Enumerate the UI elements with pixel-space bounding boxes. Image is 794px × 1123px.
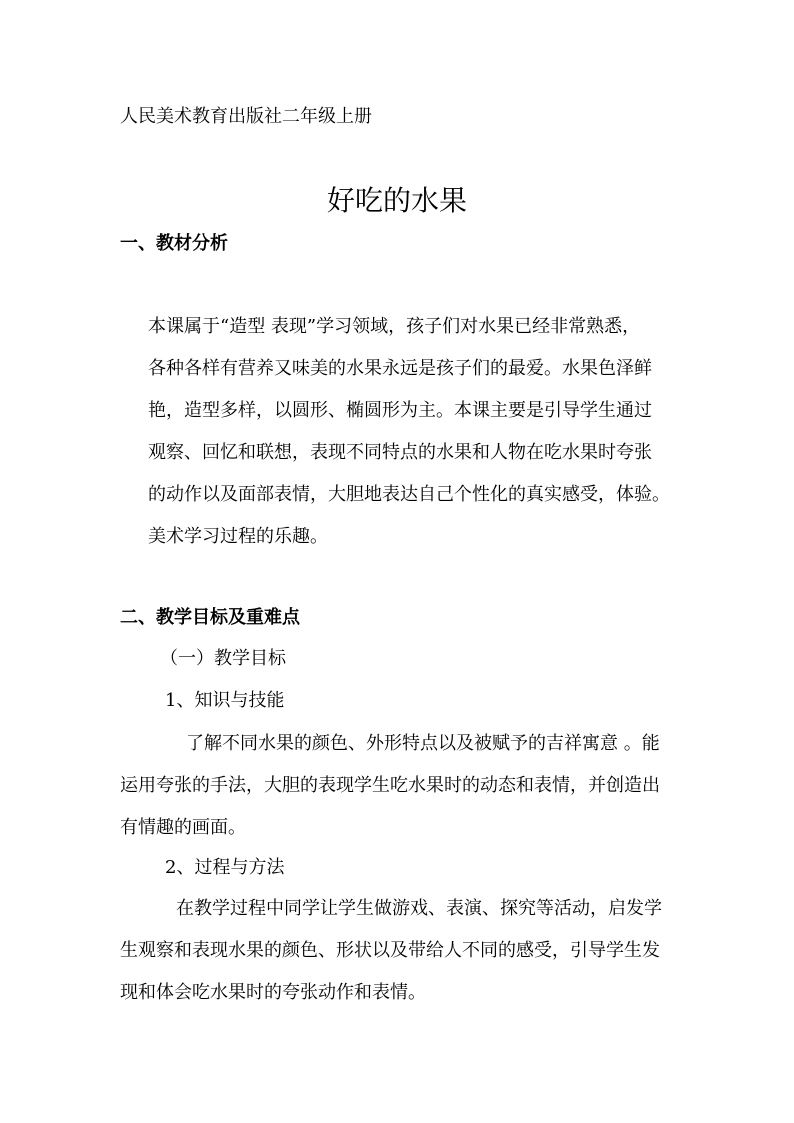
publisher-line: 人民美术教育出版社二年级上册 <box>120 106 372 127</box>
paragraph-line: 有情趣的画面。 <box>120 817 246 838</box>
section-heading-teaching-goals: 二、教学目标及重难点 <box>120 607 300 628</box>
paragraph-line: 本课属于“造型 表现”学习领域，孩子们对水果已经非常熟悉， <box>148 316 641 337</box>
paragraph-line: 的动作以及面部表情，大胆地表达自己个性化的真实感受，体验。 <box>148 484 670 505</box>
paragraph-line: 运用夸张的手法，大胆的表现学生吃水果时的动态和表情，并创造出 <box>120 775 660 796</box>
paragraph-line: 了解不同水果的颜色、外形特点以及被赋予的吉祥寓意 。能 <box>186 733 660 754</box>
section-heading-textbook-analysis: 一、教材分析 <box>120 233 228 254</box>
item-heading-knowledge-skills: 1、知识与技能 <box>165 690 285 711</box>
paragraph-line: 各种各样有营养又味美的水果永远是孩子们的最爱。水果色泽鲜 <box>148 358 652 379</box>
paragraph-line: 艳，造型多样，以圆形、椭圆形为主。本课主要是引导学生通过 <box>148 400 652 421</box>
paragraph-line: 现和体会吃水果时的夸张动作和表情。 <box>120 982 426 1003</box>
item-heading-process-methods: 2、过程与方法 <box>165 857 285 878</box>
document-title: 好吃的水果 <box>326 184 467 217</box>
paragraph-line: 在教学过程中同学让学生做游戏、表演、探究等活动，启发学 <box>176 898 662 919</box>
paragraph-line: 观察、回忆和联想，表现不同特点的水果和人物在吃水果时夸张 <box>148 442 652 463</box>
paragraph-line: 美术学习过程的乐趣。 <box>148 526 328 547</box>
subheading-teaching-goals: （一）教学目标 <box>160 648 286 669</box>
paragraph-line: 生观察和表现水果的颜色、形状以及带给人不同的感受，引导学生发 <box>120 940 660 961</box>
